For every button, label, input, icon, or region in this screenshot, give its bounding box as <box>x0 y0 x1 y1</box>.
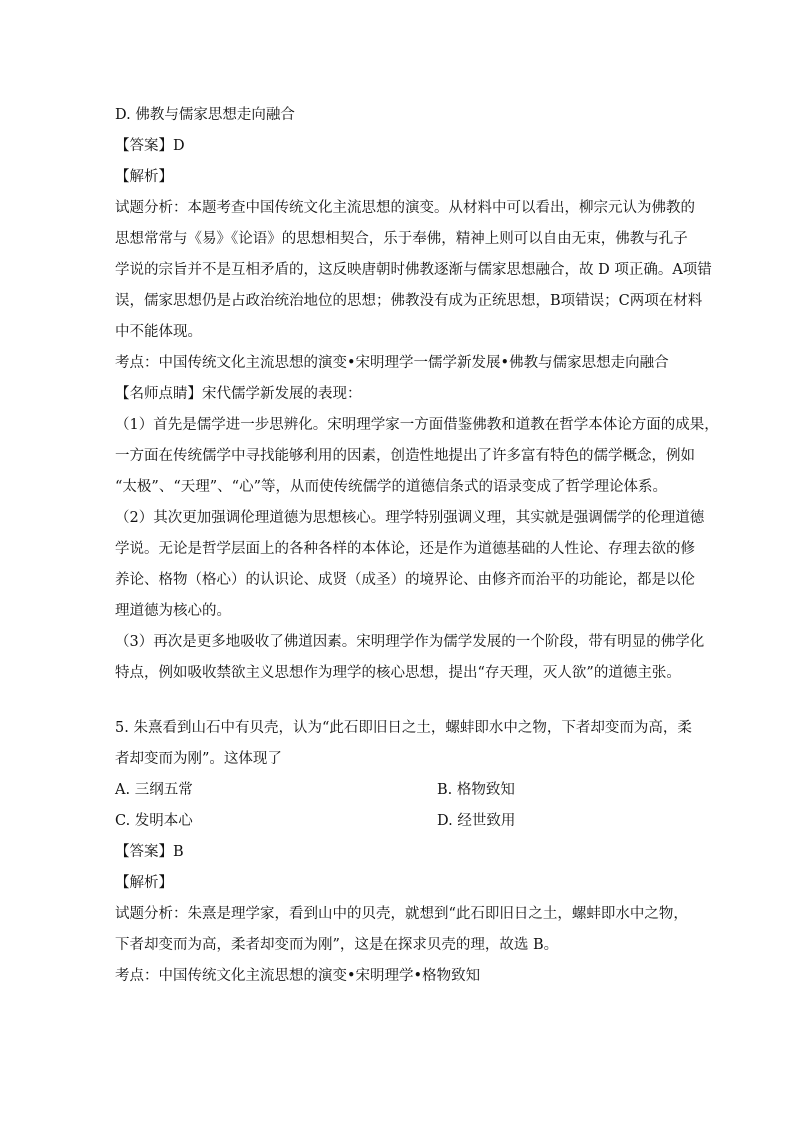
section-gap <box>115 689 677 713</box>
teacher-tip-line: （3）再次是更多地吸收了佛道因素。宋明理学作为儒学发展的一个阶段，带有明显的佛学化 <box>115 634 705 650</box>
prev-answer: 【答案】D <box>115 138 185 154</box>
teacher-tip-line: “太极”、“天理”、“心”等，从而使传统儒学的道德信条式的语录变成了哲学理论体系。 <box>115 479 667 495</box>
teacher-tip-line: 一方面在传统儒学中寻找能够利用的因素，创造性地提出了许多富有特色的儒学概念，例如 <box>115 448 695 464</box>
teacher-tip-line: （1）首先是儒学进一步思辨化。宋明理学家一方面借鉴佛教和道教在哲学本体论方面的成果， <box>115 417 719 433</box>
teacher-tip-line: 理道德为核心的。 <box>115 603 231 619</box>
teacher-tip-line: 特点，例如吸收禁欲主义思想作为理学的核心思想，提出“存天理，灭人欲”的道德主张。 <box>115 665 681 681</box>
question-5 <box>115 713 692 992</box>
q5-option-a: A. 三纲五常 <box>115 782 193 798</box>
prev-analysis-line: 学说的宗旨并不是互相矛盾的，这反映唐朝时佛教逐渐与儒家思想融合，故 D 项正确。A项错 <box>115 262 712 278</box>
q5-kaodian: 考点：中国传统文化主流思想的演变•宋明理学•格物致知 <box>115 968 481 984</box>
prev-analysis-line: 中不能体现。 <box>115 324 202 340</box>
q5-options-row <box>115 806 677 837</box>
prev-analysis-line: 试题分析：本题考查中国传统文化主流思想的演变。从材料中可以看出，柳宗元认为佛教的 <box>115 200 695 216</box>
prev-analysis-line: 误，儒家思想仍是占政治统治地位的思想；佛教没有成为正统思想，B项错误；C两项在材料 <box>115 293 703 309</box>
document-page <box>115 100 719 992</box>
teacher-tip-line: 【名师点睛】宋代儒学新发展的表现： <box>115 386 362 402</box>
prev-option-d: D. 佛教与儒家思想走向融合 <box>115 107 295 123</box>
q5-option-c: C. 发明本心 <box>115 813 193 829</box>
prev-analysis-heading: 【解析】 <box>115 169 173 185</box>
q5-option-d: D. 经世致用 <box>437 813 516 829</box>
q5-analysis-heading: 【解析】 <box>115 875 173 891</box>
teacher-tip-line: 学说。无论是哲学层面上的各种各样的本体论，还是作为道德基础的人性论、存理去欲的修 <box>115 541 695 557</box>
teacher-tip-line: 养论、格物（格心）的认识论、成贤（成圣）的境界论、由修齐而治平的功能论，都是以伦 <box>115 572 695 588</box>
q5-answer: 【答案】B <box>115 844 184 860</box>
teacher-tip-line: （2）其次更加强调伦理道德为思想核心。理学特别强调义理，其实就是强调儒学的伦理道德 <box>115 510 705 526</box>
prev-kaodian: 考点：中国传统文化主流思想的演变•宋明理学一儒学新发展•佛教与儒家思想走向融合 <box>115 355 669 371</box>
q5-stem-line: 者却变而为刚”。这体现了 <box>115 751 282 767</box>
q5-option-b: B. 格物致知 <box>437 782 515 798</box>
prev-analysis-line: 思想常常与《易》《论语》的思想相契合，乐于奉佛，精神上则可以自由无束，佛教与孔子 <box>115 231 688 247</box>
q5-stem-line: 5. 朱熹看到山石中有贝壳，认为“此石即旧日之土，螺蚌即水中之物，下者却变而为高，柔 <box>115 720 692 736</box>
q5-analysis-line: 下者却变而为高，柔者却变而为刚”，这是在探求贝壳的理，故选 B。 <box>115 937 559 953</box>
q5-analysis-line: 试题分析：朱熹是理学家，看到山中的贝壳，就想到“此石即旧日之土，螺蚌即水中之物， <box>115 906 688 922</box>
q5-options-row <box>115 775 677 806</box>
prev-analysis <box>115 193 712 348</box>
teacher-tip <box>115 379 719 689</box>
